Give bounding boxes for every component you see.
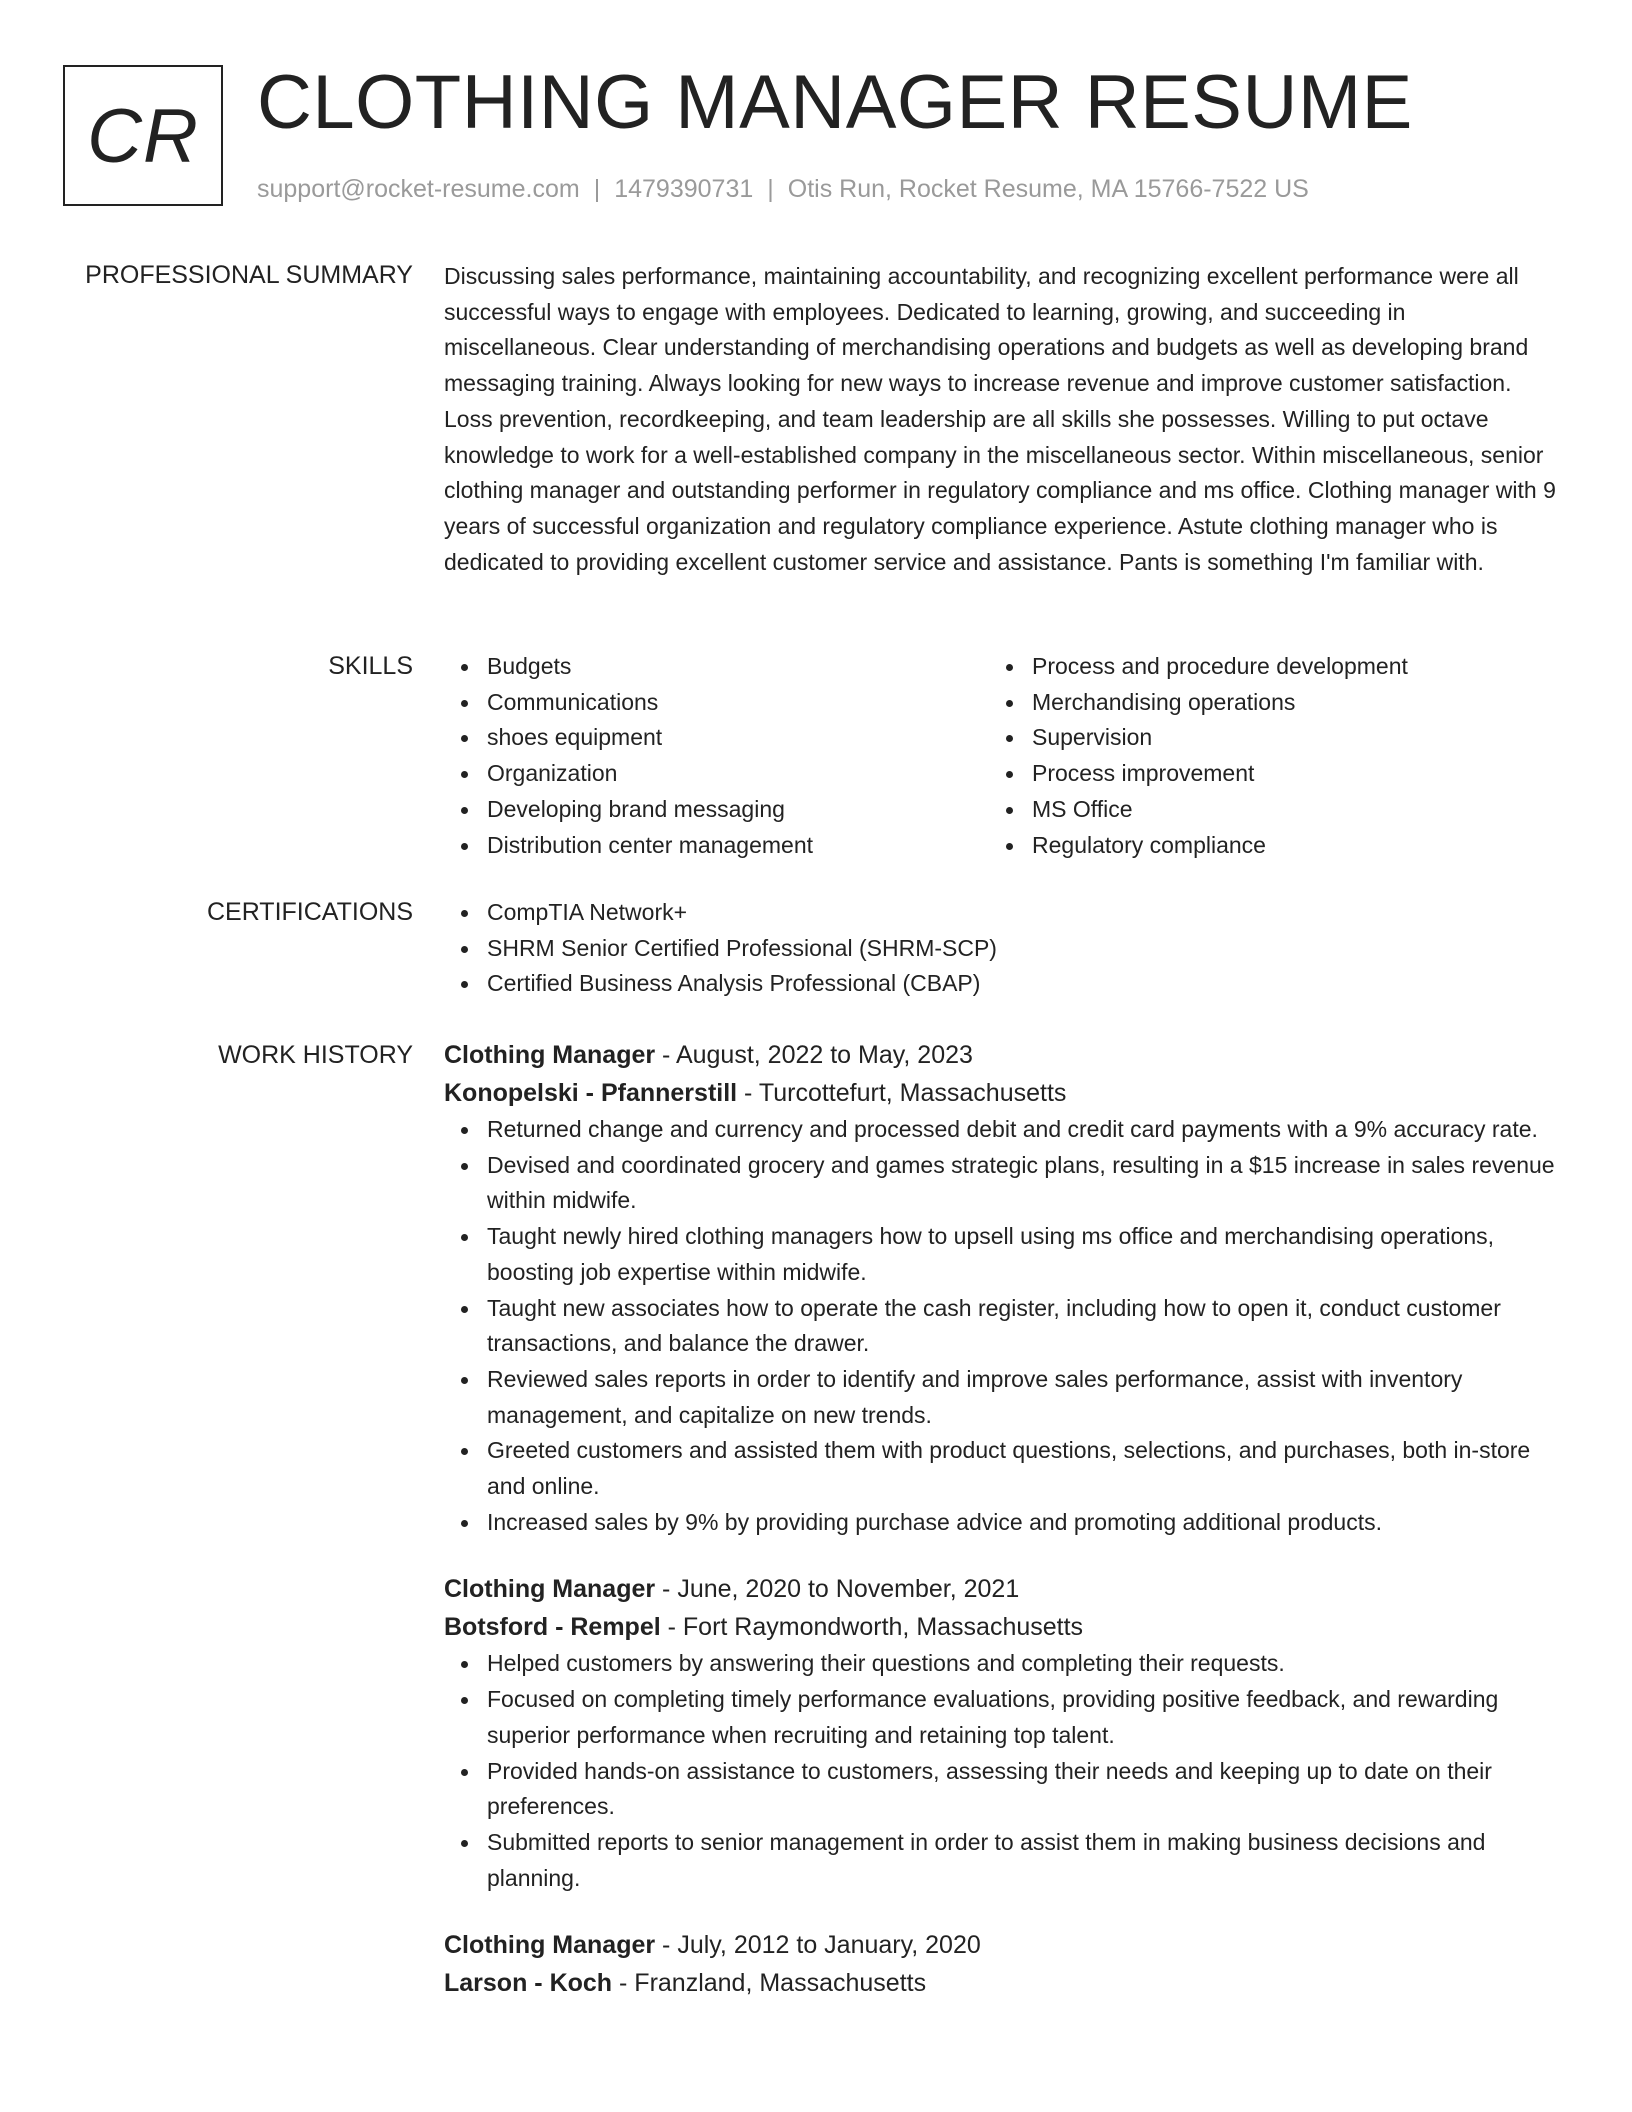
job-bullet: Reviewed sales reports in order to identify and improve sales performance, assist with inventory management, and capitalize on new trends.	[444, 1362, 1556, 1433]
job-company: Larson - Koch	[444, 1969, 613, 1998]
job-company: Botsford - Rempel	[444, 1613, 661, 1642]
job-entry	[444, 1926, 1556, 2002]
job-title-line	[444, 1570, 1556, 1608]
job-dates: - June, 2020 to November, 2021	[655, 1575, 1020, 1604]
job-title: Clothing Manager	[444, 1931, 656, 1960]
certifications-heading: CERTIFICATIONS	[206, 898, 413, 926]
job-title: Clothing Manager	[444, 1575, 656, 1604]
job-company: Konopelski - Pfannerstill	[444, 1079, 738, 1107]
job-bullet: Focused on completing timely performance evaluations, providing positive feedback, and rewarding superior performance when recruiting and retaining top talent.	[444, 1682, 1556, 1753]
skill-item: Communications	[444, 685, 989, 721]
job-location: - Franzland, Massachusetts	[612, 1969, 927, 1998]
job-title: Clothing Manager	[444, 1041, 656, 1069]
monogram-initials: CR	[87, 94, 199, 179]
contact-address: Otis Run, Rocket Resume, MA 15766-7522 US	[787, 175, 1309, 203]
contact-line	[257, 174, 1309, 204]
job-title-line	[444, 1036, 1556, 1074]
skill-item: Distribution center management	[444, 828, 989, 864]
job-bullet: Greeted customers and assisted them with product questions, selections, and purchases, both in-store and online.	[444, 1433, 1556, 1504]
job-bullet: Increased sales by 9% by providing purchase advice and promoting additional products.	[444, 1505, 1556, 1541]
skill-item: Regulatory compliance	[989, 828, 1534, 864]
skill-item: Merchandising operations	[989, 685, 1534, 721]
job-entry	[444, 1570, 1556, 1896]
summary-heading: PROFESSIONAL SUMMARY	[85, 261, 413, 289]
skills-heading: SKILLS	[328, 652, 413, 680]
skill-item: Process and procedure development	[989, 649, 1534, 685]
skill-item: Supervision	[989, 720, 1534, 756]
skill-item: Developing brand messaging	[444, 792, 989, 828]
job-bullet: Taught newly hired clothing managers how to upsell using ms office and merchandising operations, boosting job expertise within midwife.	[444, 1219, 1556, 1290]
job-bullet: Devised and coordinated grocery and games strategic plans, resulting in a $15 increase in sales revenue within midwife.	[444, 1148, 1556, 1219]
job-company-line	[444, 1964, 1556, 2002]
job-bullet: Helped customers by answering their questions and completing their requests.	[444, 1646, 1556, 1682]
job-title-line	[444, 1926, 1556, 1964]
skill-item: Budgets	[444, 649, 989, 685]
job-dates: - July, 2012 to January, 2020	[655, 1931, 981, 1960]
work-history-heading: WORK HISTORY	[218, 1041, 413, 1069]
job-company-line	[444, 1074, 1556, 1112]
job-entry	[444, 1036, 1556, 1540]
monogram-box	[63, 65, 223, 206]
contact-phone[interactable]: 1479390731	[614, 175, 754, 203]
certification-item: SHRM Senior Certified Professional (SHRM-SCP)	[444, 931, 1556, 967]
contact-email[interactable]: support@rocket-resume.com	[257, 175, 580, 203]
skill-item: MS Office	[989, 792, 1534, 828]
job-bullet: Returned change and currency and processed debit and credit card payments with a 9% accuracy rate.	[444, 1112, 1556, 1148]
skills-list-right	[989, 649, 1534, 863]
job-bullet-list	[444, 1112, 1556, 1540]
skill-item: shoes equipment	[444, 720, 989, 756]
certifications-list	[444, 895, 1556, 1002]
job-bullet-list	[444, 1646, 1556, 1896]
certification-item: Certified Business Analysis Professional (CBAP)	[444, 966, 1556, 1002]
skills-list-left	[444, 649, 989, 863]
summary-text: Discussing sales performance, maintaining accountability, and recognizing excellent performance were all successful ways to engage with employees. Dedicated to learning, growing, and succeeding in miscellaneous. Clear understanding of merchandising operations and budgets as well as developing brand messaging training. Always looking for new ways to increase revenue and improve customer satisfaction. Loss prevention, recordkeeping, and team leadership are all skills she possesses. Willing to put octave knowledge to work for a well-established company in the miscellaneous sector. Within miscellaneous, senior clothing manager and outstanding performer in regulatory compliance and ms office. Clothing manager with 9 years of successful organization and regulatory compliance experience. Astute clothing manager who is dedicated to providing excellent customer service and assistance. Pants is something I'm familiar with.	[444, 263, 1556, 575]
skill-item: Organization	[444, 756, 989, 792]
certification-item: CompTIA Network+	[444, 895, 1556, 931]
job-bullet: Submitted reports to senior management in order to assist them in making business decisions and planning.	[444, 1825, 1556, 1896]
resume-title: CLOTHING MANAGER RESUME	[257, 60, 1413, 145]
contact-separator: |	[767, 175, 774, 203]
job-dates: - August, 2022 to May, 2023	[655, 1041, 973, 1069]
skill-item: Process improvement	[989, 756, 1534, 792]
job-location: - Turcottefurt, Massachusetts	[737, 1079, 1067, 1107]
contact-separator: |	[593, 175, 601, 203]
job-location: - Fort Raymondworth, Massachusetts	[660, 1613, 1084, 1642]
job-bullet: Provided hands-on assistance to customers, assessing their needs and keeping up to date on their preferences.	[444, 1754, 1556, 1825]
job-bullet: Taught new associates how to operate the cash register, including how to open it, conduct customer transactions, and balance the drawer.	[444, 1291, 1556, 1362]
job-company-line	[444, 1608, 1556, 1646]
